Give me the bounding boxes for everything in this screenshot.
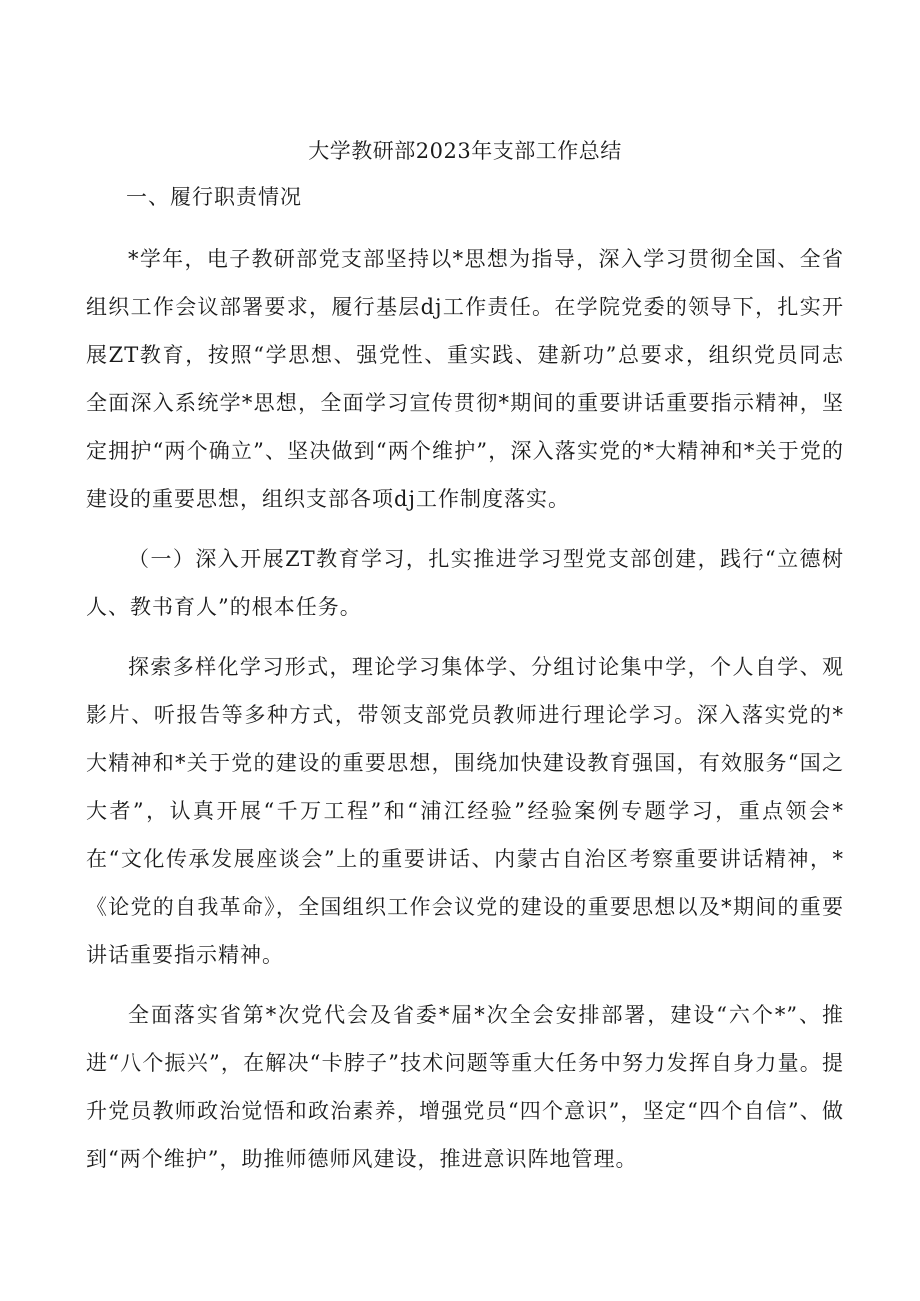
intro-paragraph: *学年，电子教研部党支部坚持以*思想为指导，深入学习贯彻全国、全省组织工作会议部署要求，履行基层dj工作责任。在学院党委的领导下，扎实开展ZT教育，按照“学思想、强党性、重实践、建新功”总要求，组织党员同志全面深入系统学*思想，全面学习宣传贯彻*期间的重要讲话重要指示精神，坚定拥护“两个确立”、坚决做到“两个维护”，深入落实党的*大精神和*关于党的建设的重要思想，组织支部各项dj工作制度落实。	[86, 247, 844, 511]
body-paragraph-2: 全面落实省第*次党代会及省委*届*次全会安排部署，建设“六个*”、推进“八个振兴”，在解决“卡脖子”技术问题等重大任务中努力发挥自身力量。提升党员教师政治觉悟和政治素养，增强党员“四个意识”，坚定“四个自信”、做到“两个维护”，助推师德师风建设，推进意识阵地管理。	[86, 1003, 844, 1171]
subsection-heading: （一）深入开展ZT教育学习，扎实推进学习型党支部创建，践行“立德树人、教书育人”的根本任务。	[86, 547, 844, 619]
section-heading: 一、履行职责情况	[126, 185, 302, 209]
body-paragraph-1: 探索多样化学习形式，理论学习集体学、分组讨论集中学，个人自学、观影片、听报告等多种方式，带领支部党员教师进行理论学习。深入落实党的*大精神和*关于党的建设的重要思想，围绕加快建设教育强国，有效服务“国之大者”，认真开展“千万工程”和“浦江经验”经验案例专题学习，重点领会*在“文化传承发展座谈会”上的重要讲话、内蒙古自治区考察重要讲话精神，*《论党的自我革命》，全国组织工作会议党的建设的重要思想以及*期间的重要讲话重要指示精神。	[86, 655, 844, 967]
document-title: 大学教研部2023年支部工作总结	[308, 139, 622, 163]
